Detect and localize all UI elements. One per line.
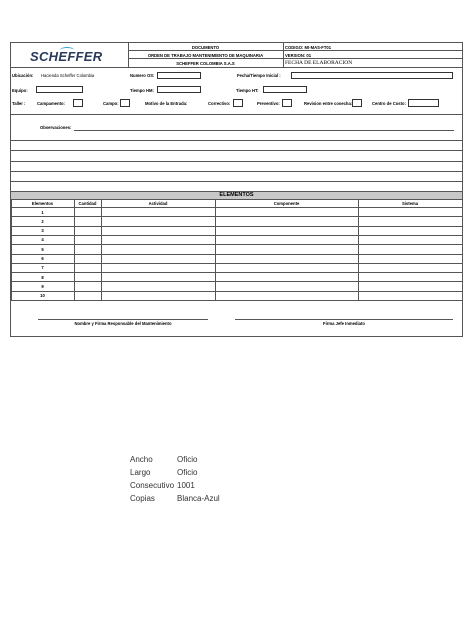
meta-key: Largo xyxy=(130,468,151,477)
table-row-number: 5 xyxy=(41,246,44,252)
signature-right-label: Firma Jefe Inmediato xyxy=(323,321,365,326)
table-col-line xyxy=(101,200,102,300)
fecha-elaboracion-label: FECHA DE ELABORACION xyxy=(285,59,353,66)
table-col-line xyxy=(74,200,75,300)
revision-label: Revision entre cosecha: xyxy=(304,101,353,106)
tiempo-hm-field[interactable] xyxy=(157,86,201,93)
numero-os-label: Numero OS: xyxy=(130,73,155,78)
table-row xyxy=(11,263,462,264)
table-header-cell: Actividad xyxy=(148,201,168,206)
centro-costo-field[interactable] xyxy=(408,99,439,107)
motivo-label: Motivo de la Entrada: xyxy=(145,101,188,106)
table-row-number: 3 xyxy=(41,228,44,234)
table-header-cell: Componente xyxy=(273,201,300,206)
campo-label: Campo: xyxy=(103,101,119,106)
campamento-checkbox[interactable] xyxy=(73,99,83,107)
table-col-line xyxy=(215,200,216,300)
meta-value: Oficio xyxy=(177,468,198,477)
codigo-label: CODIGO: MI-MAS-FT01 xyxy=(285,44,332,50)
table-row-number: 1 xyxy=(41,209,44,215)
version-label: VERSION: 01 xyxy=(285,52,312,58)
ubicacion-value: Hacienda Scheffer Colombia xyxy=(41,73,95,78)
meta-key: Consecutivo xyxy=(130,481,175,490)
table-row xyxy=(11,272,462,273)
campamento-label: Campamento: xyxy=(37,101,65,106)
meta-key: Ancho xyxy=(130,455,153,464)
fecha-inicial-label: Fecha/Tiempo Inicial : xyxy=(237,73,281,78)
table-row-number: 2 xyxy=(41,218,44,224)
table-row xyxy=(11,244,462,245)
equipo-field[interactable] xyxy=(36,86,83,93)
tiempo-ht-label: Tiempo HT: xyxy=(236,88,259,93)
logo-swoosh-icon xyxy=(60,47,74,53)
table-row-number: 4 xyxy=(41,237,44,243)
tiempo-ht-field[interactable] xyxy=(263,86,307,93)
table-row-number: 9 xyxy=(41,283,44,289)
documento-label: DOCUMENTO xyxy=(191,44,220,50)
table-row-number: 6 xyxy=(41,256,44,261)
revision-checkbox[interactable] xyxy=(352,99,362,107)
fecha-inicial-field[interactable] xyxy=(291,72,453,79)
observaciones-label: Observaciones: xyxy=(40,125,72,130)
meta-value: Oficio xyxy=(177,455,198,464)
meta-value: Blanca-Azul xyxy=(177,494,220,503)
scheffer-logo: SCHEFFER xyxy=(30,49,103,64)
table-row xyxy=(11,226,462,227)
form-title: ORDEN DE TRABAJO MANTENIMIENTO DE MAQUINARIA xyxy=(147,52,264,58)
table-header-cell: Elementos xyxy=(31,201,54,206)
preventivo-label: Preventivo: xyxy=(257,101,280,106)
table-row xyxy=(11,300,462,301)
meta-key: Copias xyxy=(130,494,155,503)
table-row-number: 7 xyxy=(41,265,44,271)
elementos-title: ELEMENTOS xyxy=(219,192,254,198)
centro-costo-label: Centro de Costo: xyxy=(372,101,406,106)
ubicacion-label: Ubicación: xyxy=(12,73,34,78)
preventivo-checkbox[interactable] xyxy=(282,99,292,107)
taller-label: Taller : xyxy=(12,101,26,106)
table-row xyxy=(11,235,462,236)
signature-left-label: Nombre y Firma Responsable del Mantenimiento xyxy=(74,321,172,326)
table-row xyxy=(11,291,462,292)
campo-checkbox[interactable] xyxy=(120,99,130,107)
correctivo-label: Correctivo: xyxy=(208,101,231,106)
numero-os-field[interactable] xyxy=(157,72,201,79)
equipo-label: Equipo: xyxy=(12,88,28,93)
table-row xyxy=(11,254,462,255)
table-header-cell: Cantidad xyxy=(78,201,97,206)
table-row xyxy=(11,281,462,282)
correctivo-checkbox[interactable] xyxy=(233,99,243,107)
company-name: SCHEFFER COLOMBIA S.A.S xyxy=(176,60,235,66)
table-col-line xyxy=(462,200,463,300)
table-header-line xyxy=(11,207,462,208)
table-row-number: 8 xyxy=(41,274,44,280)
table-row-number: 10 xyxy=(40,293,45,299)
table-row xyxy=(11,216,462,217)
table-header-cell: Sistema xyxy=(401,201,419,206)
meta-value: 1001 xyxy=(177,481,195,490)
table-col-line xyxy=(358,200,359,300)
tiempo-hm-label: Tiempo HM: xyxy=(130,88,154,93)
